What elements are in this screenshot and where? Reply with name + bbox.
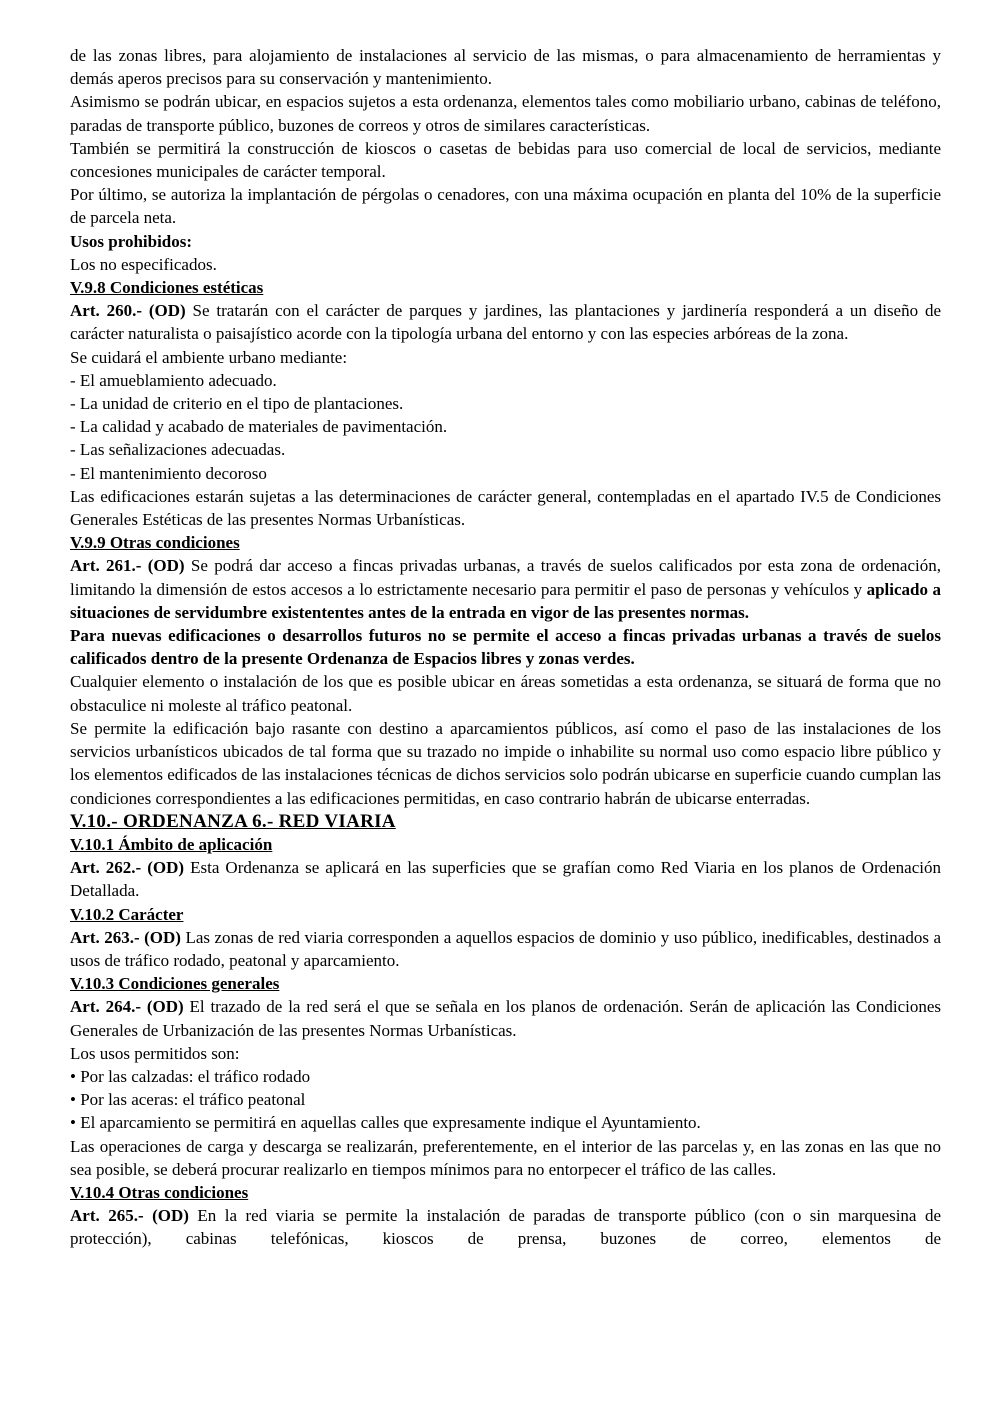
paragraph [70,183,941,229]
text-run: Por último, se autoriza la implantación de pérgolas o cenadores, con una máxima ocupación en planta del 10% de la superficie de parcela neta. [70,185,941,228]
text-run: Usos prohibidos: [70,231,193,251]
text-run: - El mantenimiento decoroso [70,463,267,483]
paragraph [70,717,941,810]
text-run: Se permite la edificación bajo rasante con destino a aparcamientos públicos, así como el paso de las instalaciones de los servicios urbanísticos ubicados de tal forma que su trazado no impide o inhabilite su normal uso como espacio libre público y los elementos edificados de las instalaciones técnicas de dichos servicios solo podrán ubicarse en superficie cuando cumplan las condiciones correspondientes a las edificaciones permitidas, en caso contrario habrán de ubicarse enterradas. [70,718,941,808]
paragraph [70,462,941,485]
paragraph [70,995,941,1041]
bold-text-run: Art. 264.- (OD) [70,997,190,1017]
paragraph [70,44,941,90]
section-heading [70,972,941,995]
bold-text-run: Art. 263.- (OD) [70,927,186,947]
text-run: El trazado de la red será el que se señala en los planos de ordenación. Serán de aplicación las Condiciones Generales de Urbanización de las presentes Normas Urbanísticas. [70,997,942,1040]
text-run: - El amueblamiento adecuado. [70,370,277,390]
paragraph [70,299,941,345]
paragraph [70,415,941,438]
text-run: Asimismo se podrán ubicar, en espacios sujetos a esta ordenanza, elementos tales como mobiliario urbano, cabinas de teléfono, paradas de transporte público, buzones de correos y otros de similares características. [70,92,941,135]
text-run: V.10.3 Condiciones generales [70,974,280,994]
paragraph [70,485,941,531]
text-run: También se permitirá la construcción de kioscos o casetas de bebidas para uso comercial de local de servicios, mediante concesiones municipales de carácter temporal. [70,138,941,182]
text-run: • El aparcamiento se permitirá en aquellas calles que expresamente indique el Ayuntamiento. [70,1113,701,1133]
bold-text-run: Art. 261.- (OD) [70,556,191,576]
section-heading [70,531,941,554]
paragraph [70,369,941,392]
bold-text-run: Art. 265.- (OD) [70,1206,198,1226]
text-run: Esta Ordenanza se aplicará en las superficies que se grafían como Red Viaria en los planos de Ordenación Detallada. [70,858,941,901]
text-run: • Por las calzadas: el tráfico rodado [70,1066,311,1086]
paragraph [70,253,941,276]
section-heading [70,833,941,856]
text-run: Los no especificados. [70,254,217,274]
text-run: de las zonas libres, para alojamiento de instalaciones al servicio de las mismas, o para almacenamiento de herramientas y demás aperos precisos para su conservación y mantenimiento. [70,46,941,89]
bold-text-run: aplicado a situaciones de servidumbre existententes antes de la entrada en vigor de las presentes normas. [70,579,941,622]
paragraph [70,624,941,670]
section-heading [70,1181,941,1204]
paragraph [70,856,941,902]
text-run: Las edificaciones estarán sujetas a las determinaciones de carácter general, contempladas en el apartado IV.5 de Condiciones Generales Estéticas de las presentes Normas Urbanísticas. [70,486,941,530]
paragraph [70,1088,941,1111]
paragraph [70,554,941,624]
chapter-heading [70,810,941,833]
paragraph [70,1135,941,1181]
paragraph [70,230,941,253]
section-heading [70,276,941,299]
paragraph [70,137,941,183]
text-run: V.10.- ORDENANZA 6.- RED VIARIA [70,810,396,832]
paragraph [70,346,941,369]
text-run: Las operaciones de carga y descarga se realizarán, preferentemente, en el interior de las parcelas y, en las zonas en las que no sea posible, se deberá procurar realizarlo en tiempos mínimos para no entorpecer el tráfico de las calles. [70,1136,941,1179]
text-run: Los usos permitidos son: [70,1043,240,1063]
bold-text-run: Art. 262.- (OD) [70,858,191,878]
paragraph [70,90,941,136]
text-run: - La unidad de criterio en el tipo de plantaciones. [70,394,404,414]
paragraph [70,926,941,972]
paragraph [70,670,941,716]
paragraph [70,1042,941,1065]
text-run: V.9.9 Otras condiciones [70,533,240,553]
paragraph [70,1204,941,1250]
text-run: - La calidad y acabado de materiales de pavimentación. [70,417,448,437]
bold-text-run: Art. 260.- (OD) [70,301,193,321]
text-run: Para nuevas edificaciones o desarrollos futuros no se permite el acceso a fincas privadas urbanas a través de suelos calificados dentro de la presente Ordenanza de Espacios libres y zonas verdes. [70,626,941,669]
text-run: • Por las aceras: el tráfico peatonal [70,1090,306,1110]
text-run: Las zonas de red viaria corresponden a aquellos espacios de dominio y uso público, inedificables, destinados a usos de tráfico rodado, peatonal y aparcamiento. [70,927,941,970]
paragraph [70,1065,941,1088]
text-run: Se cuidará el ambiente urbano mediante: [70,347,348,367]
text-run: Se tratarán con el carácter de parques y jardines, las plantaciones y jardinería responderá a un diseño de carácter naturalista o paisajístico acorde con la tipología urbana del entorno y con las especies arbóreas de la zona. [70,301,942,344]
section-heading [70,903,941,926]
text-run: - Las señalizaciones adecuadas. [70,440,286,460]
text-run: En la red viaria se permite la instalación de paradas de transporte público (con o sin marquesina de protección), cabinas telefónicas, kioscos de prensa, buzones de correo, elementos de [70,1206,941,1249]
text-run: V.9.8 Condiciones estéticas [70,278,264,298]
paragraph [70,438,941,461]
paragraph [70,392,941,415]
paragraph [70,1111,941,1134]
text-run: Cualquier elemento o instalación de los que es posible ubicar en áreas sometidas a esta ordenanza, se situará de forma que no obstaculice ni moleste al tráfico peatonal. [70,672,941,715]
text-run: V.10.1 Ámbito de aplicación [70,834,273,854]
text-run: Se podrá dar acceso a fincas privadas urbanas, a través de suelos calificados por esta zona de ordenación, limitando la dimensión de estos accesos a lo estrictamente necesario para permitir el paso de personas y vehículos y [70,556,941,599]
text-run: V.10.4 Otras condiciones [70,1182,249,1202]
text-run: V.10.2 Carácter [70,904,184,924]
